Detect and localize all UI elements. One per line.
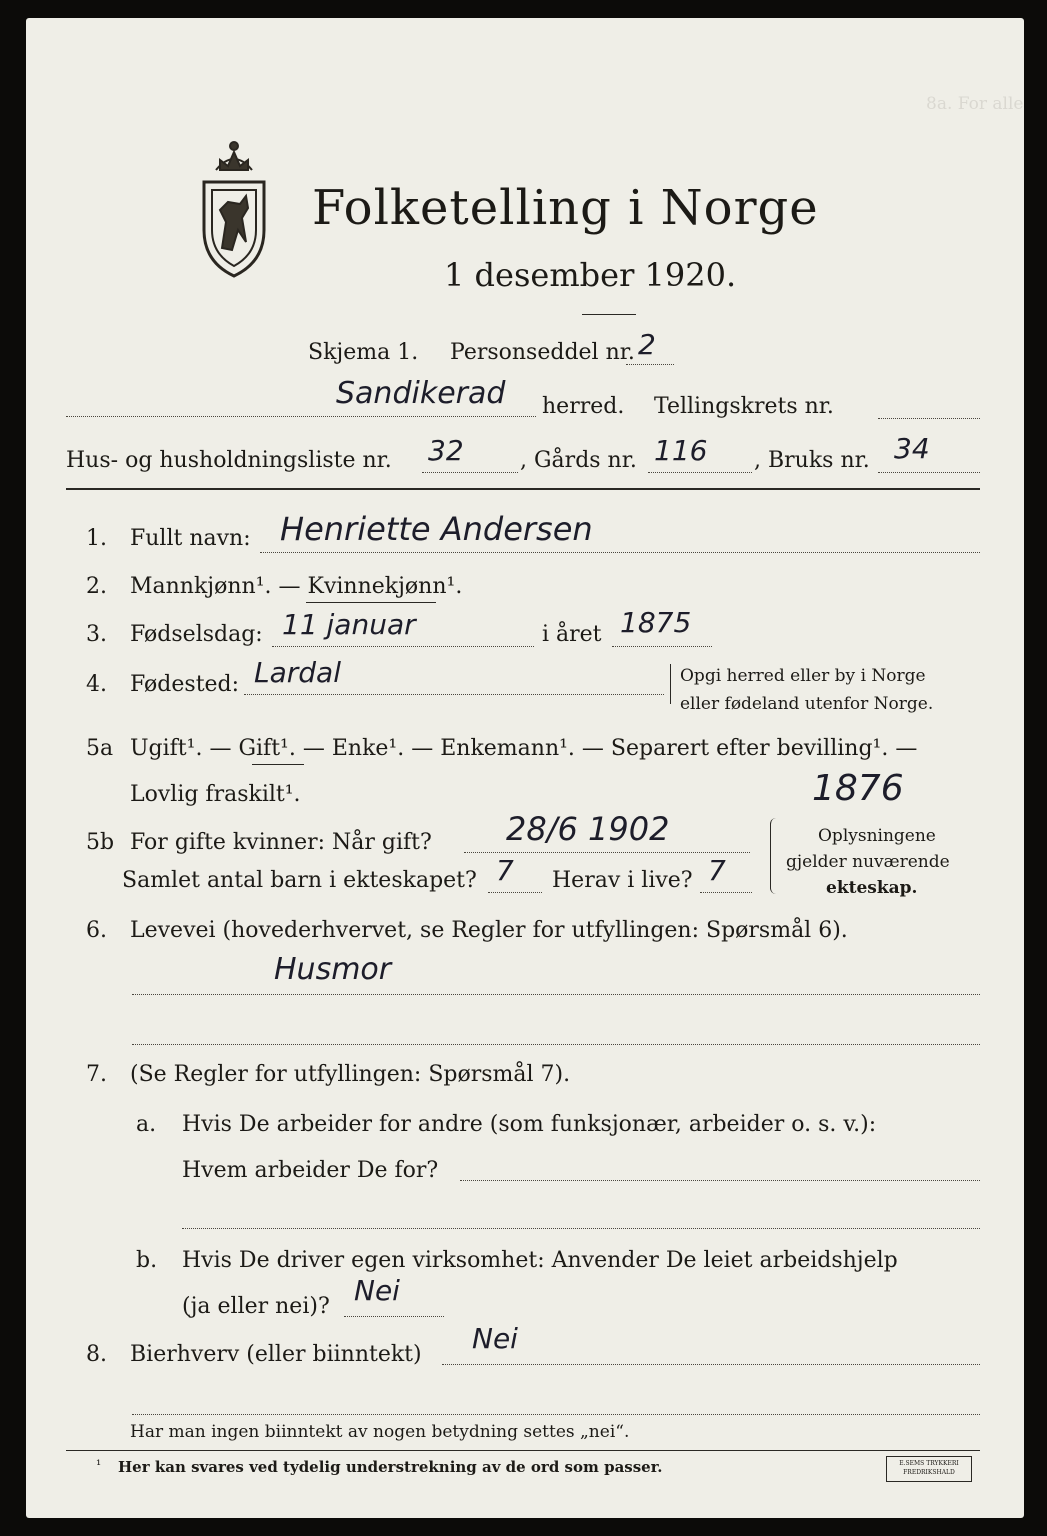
footer-separator	[66, 1450, 980, 1451]
form-title: Folketelling i Norge	[312, 180, 819, 236]
q7a-letter: a.	[136, 1112, 157, 1137]
q5b-number: 5b	[86, 830, 115, 855]
q1-full-name-value[interactable]: Henriette Andersen	[280, 510, 593, 548]
gards-value[interactable]: 116	[654, 434, 708, 467]
skjema-label: Skjema 1.	[308, 340, 419, 365]
q2-number: 2.	[86, 574, 107, 599]
q4-note-bracket	[670, 664, 675, 704]
q3-birthday-value[interactable]: 11 januar	[282, 608, 416, 641]
q6-number: 6.	[86, 918, 107, 943]
husliste-label: Hus- og husholdningsliste nr.	[66, 448, 392, 473]
tellingskrets-line[interactable]	[878, 418, 980, 419]
personseddel-value[interactable]: 2	[638, 328, 656, 361]
q3-label: Fødselsdag:	[130, 622, 263, 647]
personseddel-label: Personseddel nr.	[450, 340, 635, 365]
q3-year-value[interactable]: 1875	[620, 606, 692, 639]
herred-value[interactable]: Sandikerad	[336, 376, 506, 411]
q5b-note-line1: Oplysningene	[818, 826, 936, 846]
q4-number: 4.	[86, 672, 107, 697]
footnote-text: Her kan svares ved tydelig understrekning av de ord som passer.	[118, 1458, 663, 1476]
printer-stamp: E.SEMS TRYKKERI FREDRIKSHALD	[886, 1456, 972, 1482]
q8-line2	[132, 1414, 980, 1415]
q7b-value[interactable]: Nei	[354, 1274, 400, 1307]
q5b-children-value[interactable]: 7	[496, 854, 514, 887]
q4-line	[244, 694, 664, 695]
q5a-number: 5a	[86, 736, 114, 761]
q5b-note-line3: ekteskap.	[826, 878, 918, 898]
bruks-value[interactable]: 34	[894, 432, 930, 465]
bleed-through-mark: 8a. For alle	[926, 94, 1024, 114]
q4-note-line1: Opgi herred eller by i Norge	[680, 666, 926, 686]
nei-instruction: Har man ingen biinntekt av nogen betydning settes „nei“.	[130, 1422, 630, 1442]
q8-value[interactable]: Nei	[472, 1322, 518, 1355]
q5a-marital-options[interactable]: Ugift¹. — Gift¹. — Enke¹. — Enkemann¹. — Separert efter bevilling¹. —	[130, 736, 918, 761]
q5b-alive-label: Herav i live?	[552, 868, 693, 893]
q5b-alive-value[interactable]: 7	[708, 854, 726, 887]
gards-line	[648, 472, 752, 473]
personseddel-line	[626, 364, 674, 365]
q4-note-line2: eller fødeland utenfor Norge.	[680, 694, 934, 714]
coat-of-arms-icon	[186, 130, 282, 284]
q2-sex-options[interactable]: Mannkjønn¹. — Kvinnekjønn¹.	[130, 574, 463, 599]
q5b-children-line	[488, 892, 542, 893]
header-separator	[66, 488, 980, 490]
husliste-value[interactable]: 32	[428, 434, 464, 467]
q8-number: 8.	[86, 1342, 107, 1367]
q3-line	[272, 646, 534, 647]
q7-number: 7.	[86, 1062, 107, 1087]
q8-label: Bierhverv (eller biinntekt)	[130, 1342, 422, 1367]
q7a-label: Hvem arbeider De for?	[182, 1158, 439, 1183]
q7a-text: Hvis De arbeider for andre (som funksjonær, arbeider o. s. v.):	[182, 1112, 877, 1137]
q4-birthplace-value[interactable]: Lardal	[254, 656, 341, 689]
herred-label: herred.	[542, 394, 625, 419]
q6-line1	[132, 994, 980, 995]
q1-number: 1.	[86, 526, 107, 551]
herred-line	[66, 416, 536, 417]
bruks-line	[878, 472, 980, 473]
q5b-label: For gifte kvinner: Når gift?	[130, 830, 432, 855]
bruks-label: , Bruks nr.	[754, 448, 870, 473]
q3-year-label: i året	[542, 622, 602, 647]
q5a-margin-annotation: 1876	[812, 768, 904, 809]
q7-label: (Se Regler for utfyllingen: Spørsmål 7).	[130, 1062, 571, 1087]
gards-label: , Gårds nr.	[520, 448, 637, 473]
footnote-mark: ¹	[96, 1458, 102, 1473]
form-subtitle: 1 desember 1920.	[444, 256, 737, 294]
q7b-line	[344, 1316, 444, 1317]
q6-occupation-value[interactable]: Husmor	[274, 952, 392, 987]
q4-label: Fødested:	[130, 672, 240, 697]
q5a-marital-options-cont[interactable]: Lovlig fraskilt¹.	[130, 782, 301, 807]
q7b-letter: b.	[136, 1248, 158, 1273]
q5b-married-date-value[interactable]: 28/6 1902	[506, 810, 670, 848]
q5b-alive-line	[700, 892, 752, 893]
q6-line2	[132, 1044, 980, 1045]
q7b-label: (ja eller nei)?	[182, 1294, 330, 1319]
q7a-line2[interactable]	[182, 1228, 980, 1229]
q5b-line	[464, 852, 750, 853]
q7a-line1[interactable]	[460, 1180, 980, 1181]
q1-line	[260, 552, 980, 553]
q5b-note-line2: gjelder nuværende	[786, 852, 950, 872]
census-form-page	[26, 18, 1024, 1518]
q2-selected-underline	[306, 602, 436, 603]
q5b-note-bracket	[770, 818, 779, 894]
q5a-selected-underline	[252, 764, 304, 765]
q6-label: Levevei (hovederhvervet, se Regler for utfyllingen: Spørsmål 6).	[130, 918, 848, 943]
q5b-children-label: Samlet antal barn i ekteskapet?	[122, 868, 477, 893]
q8-line1	[442, 1364, 980, 1365]
q3-number: 3.	[86, 622, 107, 647]
tellingskrets-label: Tellingskrets nr.	[654, 394, 834, 419]
q7b-text: Hvis De driver egen virksomhet: Anvender De leiet arbeidshjelp	[182, 1248, 898, 1273]
q3-year-line	[612, 646, 712, 647]
q1-label: Fullt navn:	[130, 526, 251, 551]
husliste-line	[422, 472, 518, 473]
title-divider	[582, 314, 636, 315]
